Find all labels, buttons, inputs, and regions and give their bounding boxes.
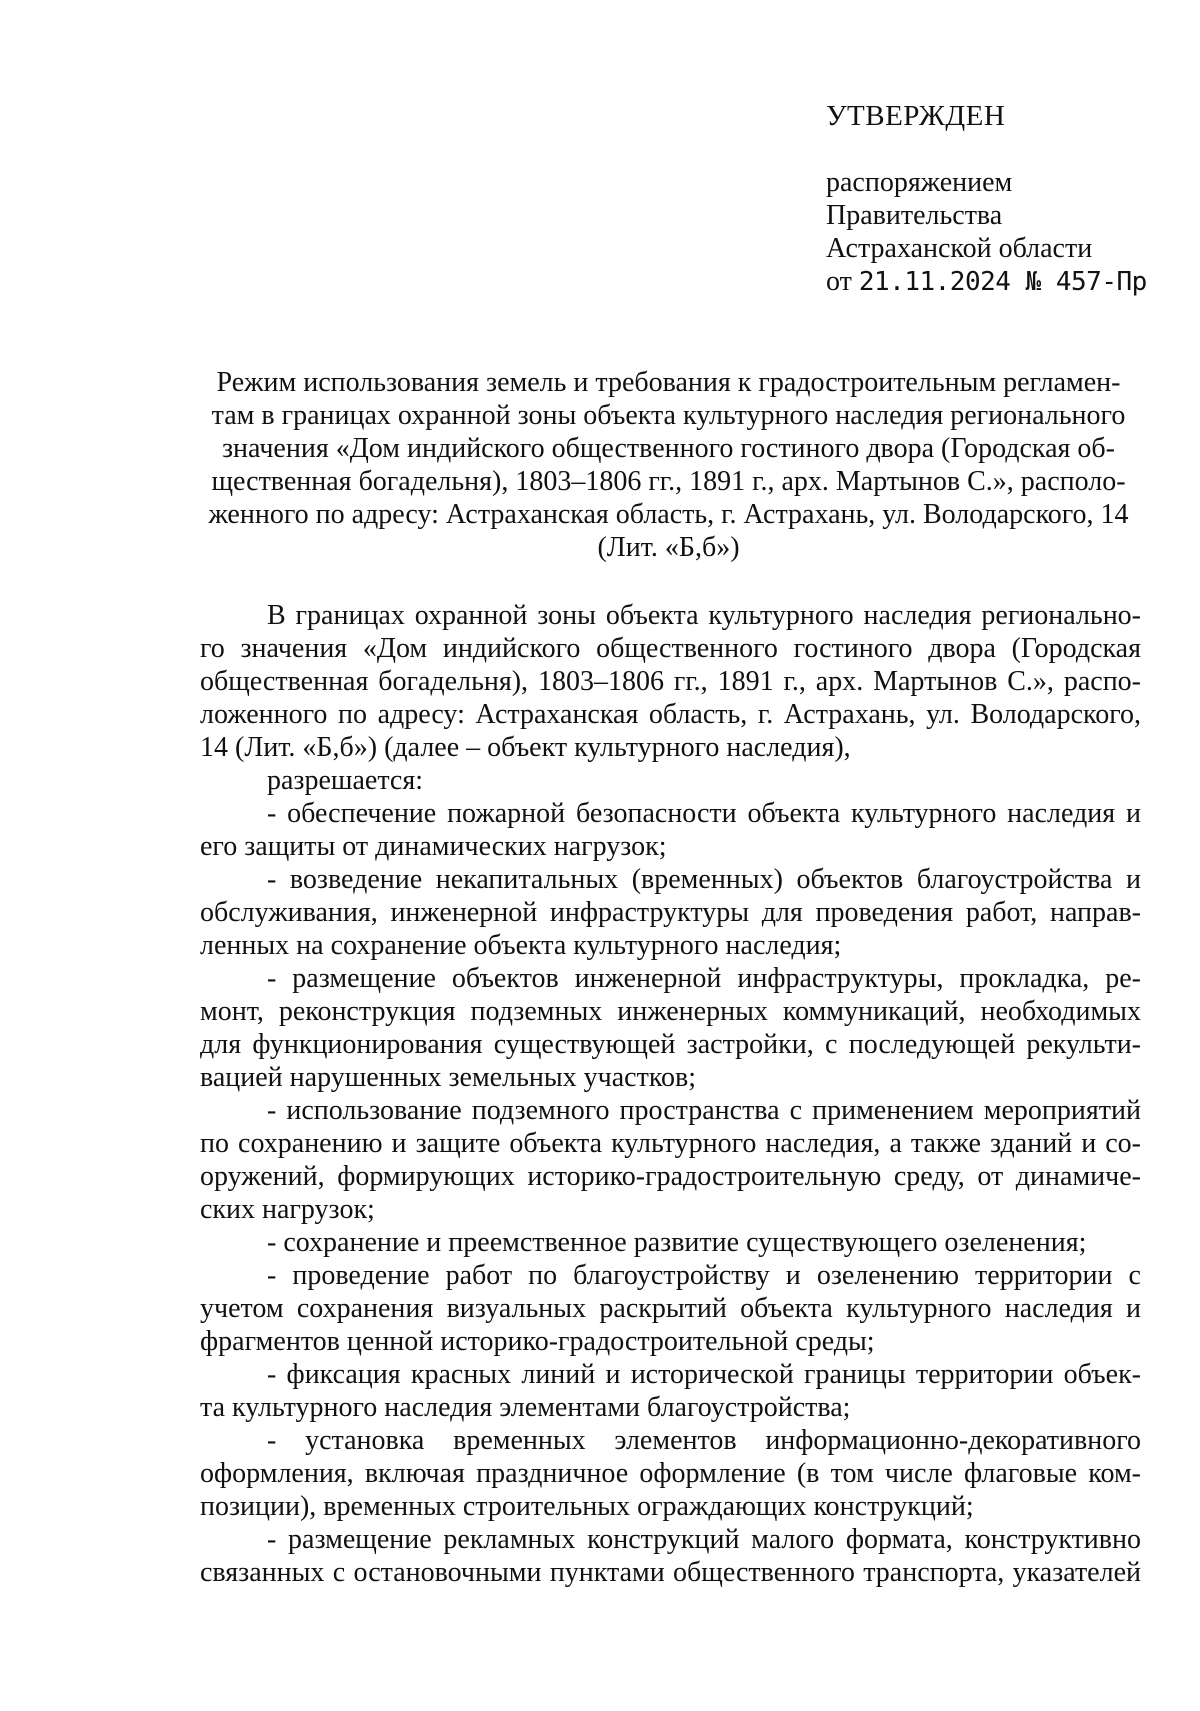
body-line: учетом сохранения визуальных раскрытий объекта культурного наследия и (200, 1293, 1141, 1324)
body-line: та культурного наследия элементами благоустройства; (200, 1392, 851, 1423)
body-line: монт, реконструкция подземных инженерных коммуникаций, необходимых (200, 996, 1141, 1027)
body-line: - установка временных элементов информационно-декоративного (267, 1425, 1141, 1456)
body-line: - возведение некапитальных (временных) объектов благоустройства и (267, 864, 1141, 895)
body-line: оружений, формирующих историко-градостроительную среду, от динамиче- (200, 1161, 1141, 1192)
body-line: ских нагрузок; (200, 1194, 375, 1225)
body-line: для функционирования существующей застройки, с последующей рекульти- (200, 1029, 1141, 1060)
approval-heading: УТВЕРЖДЕН (826, 100, 1006, 132)
approval-date-number: 21.11.2024 № 457-Пр (858, 267, 1147, 297)
approval-block (826, 100, 1166, 299)
body-line: - размещение рекламных конструкций малого формата, конструктивно (267, 1524, 1141, 1555)
body-line: - сохранение и преемственное развитие существующего озеленения; (267, 1227, 1087, 1258)
title-line: значения «Дом индийского общественного гостиного двора (Городская об- (222, 433, 1115, 464)
body-line: вацией нарушенных земельных участков; (200, 1062, 697, 1093)
body-line: - размещение объектов инженерной инфраструктуры, прокладка, ре- (267, 963, 1141, 994)
body-line: В границах охранной зоны объекта культурного наследия регионально- (267, 600, 1141, 631)
body-line: - использование подземного пространства с применением мероприятий (267, 1095, 1141, 1126)
approval-line: Правительства (826, 200, 1003, 231)
body-line: обслуживания, инженерной инфраструктуры для проведения работ, направ- (200, 897, 1141, 928)
body-line: разрешается: (267, 765, 423, 796)
title-line: Режим использования земель и требования к градостроительным регламен- (216, 367, 1121, 398)
title-line: щественная богадельня), 1803–1806 гг., 1891 г., арх. Мартынов С.», располо- (211, 466, 1126, 497)
body-line: позиции), временных строительных ограждающих конструкций; (200, 1491, 974, 1522)
body-line: общественная богадельня), 1803–1806 гг., 1891 г., арх. Мартынов С.», распо- (200, 666, 1141, 697)
body-line: по сохранению и защите объекта культурного наследия, а также зданий и со- (200, 1128, 1141, 1159)
title-line: женного по адресу: Астраханская область, г. Астрахань, ул. Володарского, 14 (208, 499, 1129, 530)
body-line: - проведение работ по благоустройству и озеленению территории с (267, 1260, 1141, 1291)
body-line: ленных на сохранение объекта культурного наследия; (200, 930, 842, 961)
title-line: (Лит. «Б,б») (597, 532, 740, 563)
approval-date-line (826, 265, 1166, 299)
body-line: - обеспечение пожарной безопасности объекта культурного наследия и (267, 798, 1141, 829)
date-prefix: от (826, 266, 852, 297)
document-title (196, 366, 1141, 564)
body-line: го значения «Дом индийского общественного гостиного двора (Городская (200, 633, 1141, 664)
body-line: фрагментов ценной историко-градостроительной среды; (200, 1326, 875, 1357)
body-line: 14 (Лит. «Б,б») (далее – объект культурного наследия), (200, 732, 851, 763)
body-line: связанных с остановочными пунктами общественного транспорта, указателей (200, 1557, 1141, 1588)
document-body (200, 599, 1141, 1589)
body-line: - фиксация красных линий и исторической границы территории объек- (267, 1359, 1141, 1390)
body-line: его защиты от динамических нагрузок; (200, 831, 667, 862)
body-line: ложенного по адресу: Астраханская область, г. Астрахань, ул. Володарского, (200, 699, 1141, 730)
body-line: оформления, включая праздничное оформление (в том числе флаговые ком- (200, 1458, 1141, 1489)
approval-line: распоряжением (826, 167, 1013, 198)
approval-line: Астраханской области (826, 233, 1093, 264)
title-line: там в границах охранной зоны объекта культурного наследия регионального (211, 400, 1126, 431)
